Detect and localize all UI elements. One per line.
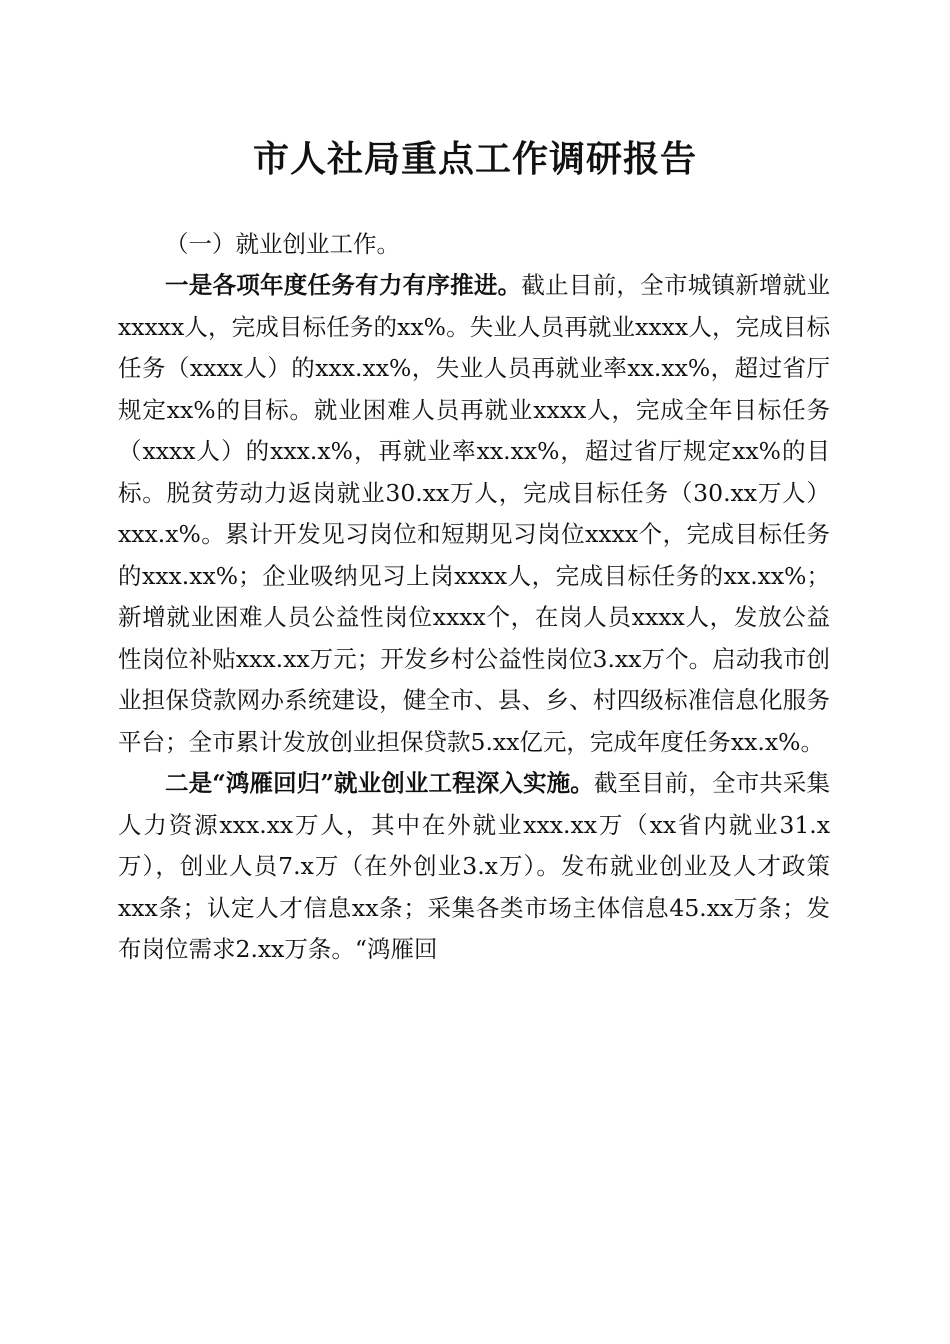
- document-title: 市人社局重点工作调研报告: [252, 138, 697, 180]
- paragraph-2-text: 截至目前，全市共采集人力资源xxx.xx万人，其中在外就业xxx.xx万（xx省内就业31.x万），创业人员7.x万（在外创业3.x万）。发布就业创业及人才政策xxx条；认定人才信息xx条；采集各类市场主体信息45.xx万条；发布岗位需求2.xx万条。“鸿雁回: [118, 769, 831, 963]
- paragraph-2-lead: 二是“鸿雁回归”就业创业工程深入实施。: [165, 769, 594, 797]
- paragraph-2: [118, 763, 830, 971]
- paragraph-1-lead: 一是各项年度任务有力有序推进。: [165, 271, 522, 299]
- paragraph-1-text: 截止目前，全市城镇新增就业xxxxx人，完成目标任务的xx%。失业人员再就业xxxx人，完成目标任务（xxxx人）的xxx.xx%，失业人员再就业率xx.xx%，超过省厅规定xx%的目标。就业困难人员再就业xxxx人，完成全年目标任务（xxxx人）的xxx.x%，再就业率xx.xx%，超过省厅规定xx%的目标。脱贫劳动力返岗就业30.xx万人，完成目标任务（30.xx万人）xxx.x%。累计开发见习岗位和短期见习岗位xxxx个，完成目标任务的xxx.xx%；企业吸纳见习上岗xxxx人，完成目标任务的xx.xx%；新增就业困难人员公益性岗位xxxx个，在岗人员xxxx人，发放公益性岗位补贴xxx.xx万元；开发乡村公益性岗位3.xx万个。启动我市创业担保贷款网办系统建设，健全市、县、乡、村四级标准信息化服务平台；全市累计发放创业担保贷款5.xx亿元，完成年度任务xx.x%。: [118, 271, 831, 756]
- document-body: [118, 224, 830, 971]
- section-heading: （一）就业创业工作。: [165, 230, 400, 258]
- paragraph-1: [118, 265, 830, 763]
